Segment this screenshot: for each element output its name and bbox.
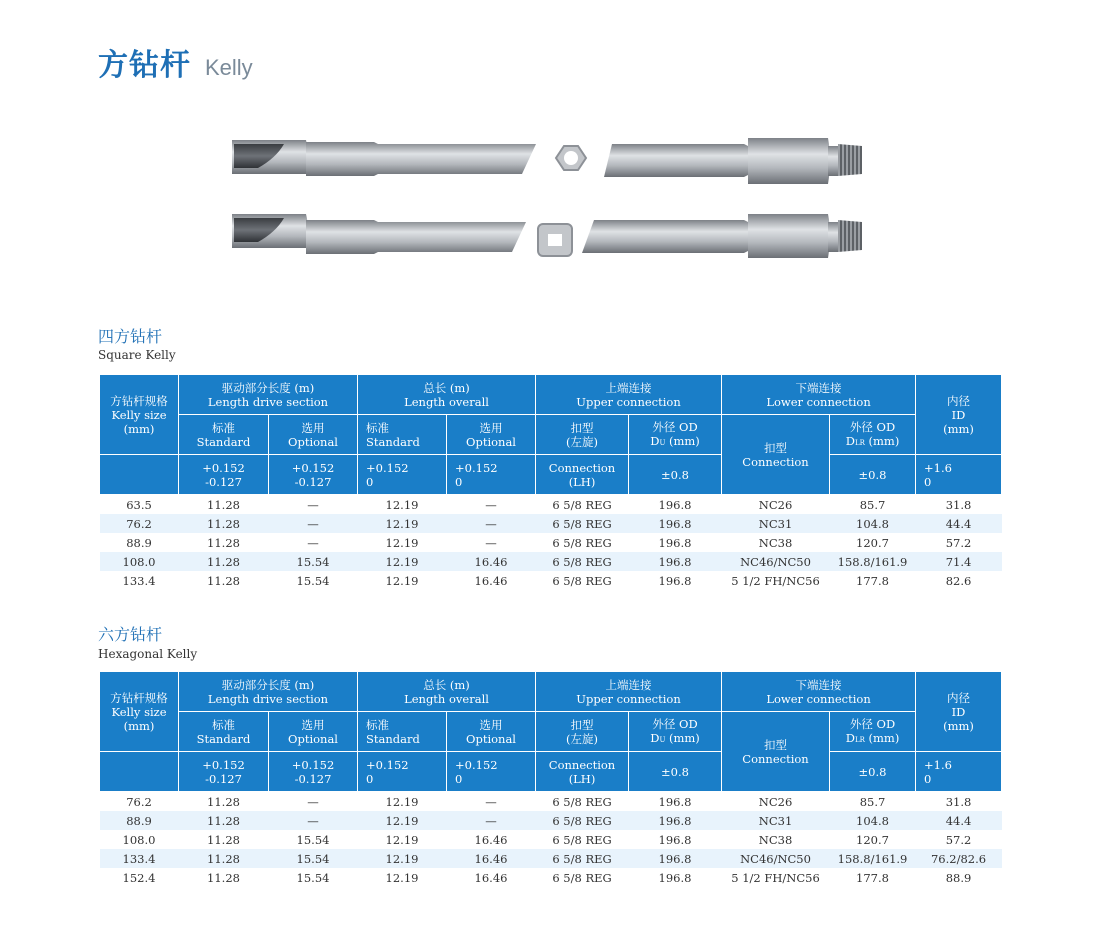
table-row bbox=[100, 849, 1002, 868]
table-row bbox=[100, 533, 1002, 552]
header-lower-od: 外径 OD DLR (mm) bbox=[830, 712, 916, 752]
table-cell: 11.28 bbox=[207, 535, 240, 550]
header-tolerance-overall-standard: +0.152 0 bbox=[358, 752, 447, 792]
table-cell: 11.28 bbox=[207, 497, 240, 512]
table-cell: 16.46 bbox=[447, 849, 536, 868]
table-cell: 196.8 bbox=[658, 497, 692, 512]
header-tolerance-id: +1.6 0 bbox=[916, 752, 1002, 792]
table-row bbox=[100, 514, 1002, 533]
table-cell: — bbox=[485, 794, 497, 809]
table-cell: — bbox=[447, 514, 536, 533]
header-overall-standard: 标准 Standard bbox=[358, 712, 447, 752]
table-cell: 6 5/8 REG bbox=[552, 535, 612, 550]
title-english: Kelly bbox=[205, 55, 253, 80]
table-cell: 57.2 bbox=[945, 832, 972, 847]
table-cell: 196.8 bbox=[629, 811, 722, 830]
table-cell: 12.19 bbox=[358, 811, 447, 830]
table-cell: 88.9 bbox=[945, 870, 972, 885]
table-cell: 15.54 bbox=[269, 552, 358, 571]
table-cell: 177.8 bbox=[856, 573, 889, 588]
header-tolerance-upper-od: ±0.8 bbox=[629, 455, 722, 495]
table-cell: 57.2 bbox=[945, 535, 972, 550]
hexagonal-kelly-subtitle: Hexagonal Kelly bbox=[98, 647, 198, 661]
table-cell: 31.8 bbox=[945, 497, 972, 512]
table-cell: 6 5/8 REG bbox=[552, 497, 612, 512]
table-cell: 76.2 bbox=[126, 794, 152, 809]
table-cell: 31.8 bbox=[945, 794, 972, 809]
table-cell: — bbox=[307, 497, 319, 512]
table-cell: 152.4 bbox=[122, 870, 156, 885]
table-cell: — bbox=[447, 811, 536, 830]
header-kelly-size: 方钻杆规格 Kelly size (mm) bbox=[100, 672, 179, 752]
table-cell: 12.19 bbox=[358, 552, 447, 571]
table-cell: NC38 bbox=[758, 832, 793, 847]
header-upper-connection-lh: Connection (LH) bbox=[536, 455, 629, 495]
table-cell: — bbox=[269, 811, 358, 830]
header-lower-connection: 下端连接 Lower connection bbox=[722, 672, 916, 712]
table-cell: 82.6 bbox=[945, 573, 972, 588]
table-cell: 15.54 bbox=[296, 870, 330, 885]
table-cell: 11.28 bbox=[207, 832, 240, 847]
kelly-illustration bbox=[228, 130, 868, 270]
table-cell: 12.19 bbox=[358, 514, 447, 533]
table-cell: 6 5/8 REG bbox=[536, 514, 629, 533]
hexagonal-kelly-table bbox=[99, 671, 1002, 887]
table-cell: 6 5/8 REG bbox=[552, 573, 612, 588]
table-cell: 16.46 bbox=[474, 870, 508, 885]
table-cell: NC31 bbox=[722, 811, 830, 830]
table-cell: NC26 bbox=[758, 794, 793, 809]
table-cell: 11.28 bbox=[179, 849, 269, 868]
table-cell: 196.8 bbox=[658, 535, 692, 550]
table-cell: 120.7 bbox=[856, 832, 889, 847]
table-cell: NC26 bbox=[758, 497, 793, 512]
table-cell: — bbox=[485, 535, 497, 550]
table-cell: 6 5/8 REG bbox=[552, 794, 612, 809]
header-drive-standard: 标准 Standard bbox=[179, 712, 269, 752]
header-kelly-size: 方钻杆规格 Kelly size (mm) bbox=[100, 375, 179, 455]
table-row bbox=[100, 868, 1002, 887]
table-cell: 12.19 bbox=[385, 870, 419, 885]
header-lower-connection: 下端连接 Lower connection bbox=[722, 375, 916, 415]
table-cell: 104.8 bbox=[830, 514, 916, 533]
table-cell: 12.19 bbox=[385, 497, 419, 512]
table-cell: 196.8 bbox=[658, 573, 692, 588]
table-cell: 158.8/161.9 bbox=[830, 849, 916, 868]
table-cell: — bbox=[307, 535, 319, 550]
table-cell: — bbox=[269, 514, 358, 533]
square-kelly-subtitle: Square Kelly bbox=[98, 348, 176, 362]
square-kelly-drawing bbox=[232, 214, 862, 258]
table-cell: — bbox=[485, 497, 497, 512]
header-drive-optional: 选用 Optional bbox=[269, 712, 358, 752]
header-upper-od: 外径 OD DU (mm) bbox=[629, 712, 722, 752]
table-cell: 11.28 bbox=[179, 514, 269, 533]
table-cell: 6 5/8 REG bbox=[536, 552, 629, 571]
header-upper-thread: 扣型 (左旋) bbox=[536, 712, 629, 752]
table-cell: 88.9 bbox=[126, 535, 152, 550]
title-chinese: 方钻杆 bbox=[98, 48, 191, 83]
header-upper-connection-lh: Connection (LH) bbox=[536, 752, 629, 792]
table-cell: NC31 bbox=[722, 514, 830, 533]
header-id: 内径 ID (mm) bbox=[916, 672, 1002, 752]
table-cell: 6 5/8 REG bbox=[536, 811, 629, 830]
table-cell: 6 5/8 REG bbox=[536, 849, 629, 868]
table-cell: 108.0 bbox=[122, 832, 156, 847]
table-cell: 63.5 bbox=[126, 497, 152, 512]
table-cell: 196.8 bbox=[629, 849, 722, 868]
table-cell: 44.4 bbox=[916, 811, 1002, 830]
table-cell: NC46/NC50 bbox=[722, 849, 830, 868]
table-cell: 104.8 bbox=[830, 811, 916, 830]
table-cell: 133.4 bbox=[122, 573, 156, 588]
header-tolerance-lower-od: ±0.8 bbox=[830, 752, 916, 792]
header-lower-thread: 扣型 Connection bbox=[722, 415, 830, 495]
header-tolerance-size bbox=[100, 752, 179, 792]
table-cell: 11.28 bbox=[179, 552, 269, 571]
table-row bbox=[100, 830, 1002, 849]
table-cell: 158.8/161.9 bbox=[830, 552, 916, 571]
header-overall-standard: 标准 Standard bbox=[358, 415, 447, 455]
header-lower-thread: 扣型 Connection bbox=[722, 712, 830, 792]
header-id: 内径 ID (mm) bbox=[916, 375, 1002, 455]
table-cell: NC46/NC50 bbox=[722, 552, 830, 571]
table-cell: 6 5/8 REG bbox=[552, 870, 612, 885]
hexagonal-kelly-title: 六方钻杆 bbox=[98, 625, 163, 644]
header-tolerance-drive-optional: +0.152 -0.127 bbox=[269, 455, 358, 495]
table-cell: 11.28 bbox=[207, 870, 240, 885]
table-cell: 12.19 bbox=[358, 849, 447, 868]
header-tolerance-upper-od: ±0.8 bbox=[629, 752, 722, 792]
table-cell: 12.19 bbox=[385, 535, 419, 550]
table-row bbox=[100, 571, 1002, 590]
header-drive-standard: 标准 Standard bbox=[179, 415, 269, 455]
header-tolerance-drive-standard: +0.152 -0.127 bbox=[179, 455, 269, 495]
header-drive-section: 驱动部分长度 (m) Length drive section bbox=[179, 375, 358, 415]
table-cell: 108.0 bbox=[100, 552, 179, 571]
table-cell: 16.46 bbox=[447, 552, 536, 571]
header-upper-connection: 上端连接 Upper connection bbox=[536, 375, 722, 415]
table-cell: NC38 bbox=[758, 535, 793, 550]
table-cell: 44.4 bbox=[916, 514, 1002, 533]
table-cell: 11.28 bbox=[179, 811, 269, 830]
table-cell: 12.19 bbox=[385, 794, 419, 809]
table-cell: 71.4 bbox=[916, 552, 1002, 571]
header-drive-section: 驱动部分长度 (m) Length drive section bbox=[179, 672, 358, 712]
table-cell: 11.28 bbox=[207, 573, 240, 588]
header-lower-od: 外径 OD DLR (mm) bbox=[830, 415, 916, 455]
header-length-overall: 总长 (m) Length overall bbox=[358, 375, 536, 415]
table-cell: 76.2 bbox=[100, 514, 179, 533]
table-cell: 5 1/2 FH/NC56 bbox=[731, 870, 820, 885]
hexagonal-kelly-drawing bbox=[232, 138, 862, 184]
table-cell: 12.19 bbox=[385, 832, 419, 847]
header-tolerance-lower-od: ±0.8 bbox=[830, 455, 916, 495]
table-cell: 133.4 bbox=[100, 849, 179, 868]
table-cell: 6 5/8 REG bbox=[552, 832, 612, 847]
table-cell: 120.7 bbox=[856, 535, 889, 550]
table-cell: 16.46 bbox=[474, 832, 508, 847]
header-tolerance-overall-standard: +0.152 0 bbox=[358, 455, 447, 495]
table-row bbox=[100, 552, 1002, 571]
header-upper-od: 外径 OD DU (mm) bbox=[629, 415, 722, 455]
table-cell: 85.7 bbox=[859, 794, 886, 809]
table-cell: 196.8 bbox=[629, 514, 722, 533]
header-overall-optional: 选用 Optional bbox=[447, 415, 536, 455]
page-title bbox=[98, 40, 253, 84]
table-cell: 16.46 bbox=[474, 573, 508, 588]
table-cell: 196.8 bbox=[658, 794, 692, 809]
header-drive-optional: 选用 Optional bbox=[269, 415, 358, 455]
table-row bbox=[100, 792, 1002, 812]
table-cell: 196.8 bbox=[658, 870, 692, 885]
table-cell: 15.54 bbox=[296, 573, 330, 588]
table-cell: 15.54 bbox=[296, 832, 330, 847]
header-upper-connection: 上端连接 Upper connection bbox=[536, 672, 722, 712]
table-row bbox=[100, 811, 1002, 830]
header-tolerance-drive-standard: +0.152 -0.127 bbox=[179, 752, 269, 792]
table-cell: 196.8 bbox=[629, 552, 722, 571]
table-cell: 15.54 bbox=[269, 849, 358, 868]
header-tolerance-size bbox=[100, 455, 179, 495]
table-cell: 12.19 bbox=[385, 573, 419, 588]
square-kelly-title: 四方钻杆 bbox=[98, 327, 163, 346]
header-tolerance-id: +1.6 0 bbox=[916, 455, 1002, 495]
header-upper-thread: 扣型 (左旋) bbox=[536, 415, 629, 455]
header-tolerance-overall-optional: +0.152 0 bbox=[447, 455, 536, 495]
table-cell: — bbox=[307, 794, 319, 809]
header-length-overall: 总长 (m) Length overall bbox=[358, 672, 536, 712]
table-cell: 177.8 bbox=[856, 870, 889, 885]
table-cell: 11.28 bbox=[207, 794, 240, 809]
table-cell: 85.7 bbox=[859, 497, 886, 512]
table-cell: 88.9 bbox=[100, 811, 179, 830]
header-overall-optional: 选用 Optional bbox=[447, 712, 536, 752]
table-row bbox=[100, 495, 1002, 515]
square-kelly-table bbox=[99, 374, 1002, 590]
header-tolerance-overall-optional: +0.152 0 bbox=[447, 752, 536, 792]
table-cell: 76.2/82.6 bbox=[916, 849, 1002, 868]
table-cell: 196.8 bbox=[658, 832, 692, 847]
table-cell: 5 1/2 FH/NC56 bbox=[731, 573, 820, 588]
header-tolerance-drive-optional: +0.152 -0.127 bbox=[269, 752, 358, 792]
